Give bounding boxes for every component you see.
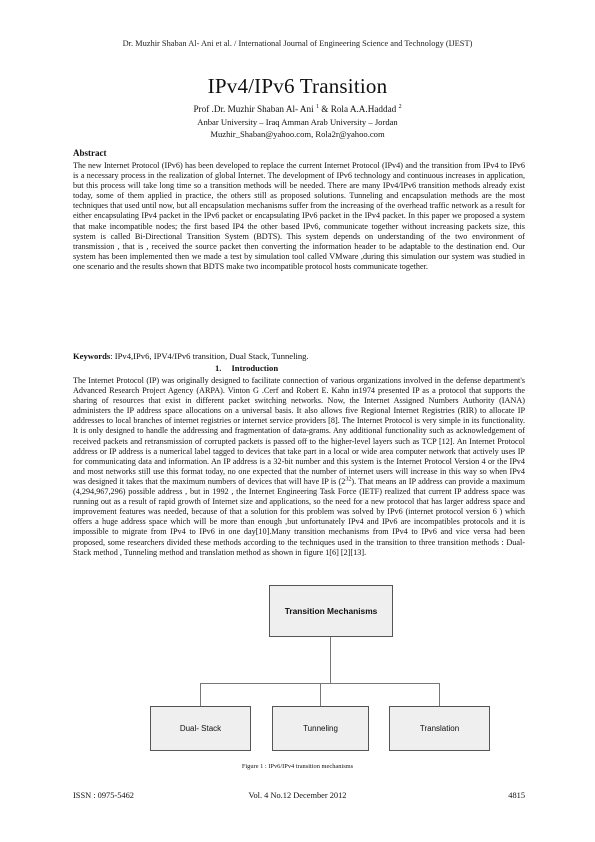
connector-root: [330, 637, 331, 683]
author-2: Rola A.A.Haddad: [330, 104, 397, 114]
footer-page-number: 4815: [508, 791, 525, 800]
footer-volume: Vol. 4 No.12 December 2012: [248, 791, 347, 800]
intro-text-b: ). That means an IP address can provide a maximum (4,294,967,296) possible address , but in 1992 , the Internet Engineering Task Force (IETF) realized that current IP address space was running out as a result of rapid growth of Internet size and applications, so the need for a new protocol that has larger address space and improvement features was needed, because of that a solution for this problem was solved by IPv6 (internet protocol version 6 ) which offers a huge address space which will be more than enough ,but unfortunately IPv4 and IPv6 are incompatibles protocols and it is impossible to migrate from IPv4 to IPv6 in one day[10].Many transition mechanisms from IPv4 to IPv6 and vice versa had been proposed, some researchers divided these methods according to the techniques used in the transition to three transition methods : Dual-Stack method , Tunneling method and translation method as shown in figure 1[6] [2][13].: [73, 476, 525, 557]
intro-heading: [215, 363, 278, 373]
abstract-heading: Abstract: [73, 148, 107, 158]
intro-text-a: The Internet Protocol (IP) was originally designed to facilitate connection of various organizations involved in the defense department's Advanced Research Project Agency (ARPA). Vinton G .Cerf and Robert E. Kahn in1974 presented IP as a protocol that supports the sharing of resources that exist in different packet switching networks. Now, the Internet Assigned Numbers Authority (IANA) administers the IP address space allocations on a universal basis. It also allows five Regional Internet Registries (RIR) to allocate IP addresses to local branches of internet registries or internet service providers [8]. The Internet Protocol is very simple in its functionality. It is only designed to handle the addressing and fragmentation of data-grams. Any additional functionality such as acknowledgement of received packets and retransmission of corrupted packets is passed off to the higher-level layers such as TCP [12]. An Internet Protocol address or IP address is a numerical label tagged to devices that take part in a local or wide area computer network that actively uses IP for communicating data and information. An IP address is a 32-bit number and this system is the Internet Protocol Version 4 or the IPv4 and most networks still use this format today, no one expected that the number of internet users will increase in this way so when IPv4 was designed it takes that the maximum numbers of devices that will have IP is (2: [73, 376, 525, 486]
author-separator: &: [321, 104, 331, 114]
author-1: Prof .Dr. Muzhir Shaban Al- Ani: [193, 104, 314, 114]
diagram-translation-box: Translation: [389, 706, 490, 751]
intro-text: [73, 376, 525, 558]
paper-title: IPv4/IPv6 Transition: [207, 74, 388, 98]
abstract-text: The new Internet Protocol (IPv6) has been developed to replace the current Internet Protocol (IPv4) and the transition from IPv4 to IPv6 is a necessary process in the realization of global Internet. The development of IPv6 technology and continuous increases in application, but this process will take long time so a transition methods will be needed. There are many IPv4/IPv6 transition methods already exist today, some of them applied in practice, the others still as proposed solutions. Tunneling and encapsulation methods are the most techniques that used until now, but all encapsulation mechanisms suffer from the increasing of the overhead traffic network as a result for either encapsulating IPv4 packet in the IPv6 packet or encapsulating IPv6 packet in the IPv4 packet. In this paper we proposed a system that make incompatible nodes; the first based IP4 the other based IPv6, communicate together without increasing packets size, this system is called Bi-Directional Transition System (BDTS). This system depends on understanding of the two environment of transmission , that is , received the source packet then converting the information header to be adaptable to the destination end. Our system has been implemented then we made a test by simulation tool called VMware ,during this simulation our system was studied in one scenario and the results shown that BDTS make two incompatible protocol hosts communicate together.: [73, 161, 525, 271]
author-line: [0, 104, 595, 114]
intro-number: 1.: [215, 363, 222, 373]
keywords-label: Keywords: [73, 351, 111, 361]
keywords-line: [73, 351, 525, 361]
diagram-root-box: Transition Mechanisms: [269, 585, 393, 637]
running-header: Dr. Muzhir Shaban Al- Ani et al. / International Journal of Engineering Science and Technology (IJEST): [122, 39, 473, 48]
author-emails: Muzhir_Shaban@yahoo.com, Rola2r@yahoo.com: [210, 129, 385, 139]
intro-title: Introduction: [231, 363, 279, 373]
intro-exponent: 32: [345, 476, 352, 483]
keywords-text: : IPv4,IPv6, IPV4/IPv6 transition, Dual Stack, Tunneling.: [110, 351, 309, 361]
author-1-sup: 1: [315, 103, 319, 110]
connector-middle: [320, 683, 321, 706]
diagram-tunneling-box: Tunneling: [272, 706, 369, 751]
connector-right: [439, 683, 440, 706]
transition-diagram: [150, 585, 460, 755]
connector-left: [200, 683, 201, 706]
figure-caption: Figure 1 : IPv6/IPv4 transition mechanisms: [241, 763, 354, 770]
footer-issn: ISSN : 0975-5462: [73, 791, 134, 800]
author-2-sup: 2: [398, 103, 402, 110]
diagram-dual-stack-box: Dual- Stack: [150, 706, 251, 751]
affiliations: Anbar University – Iraq Amman Arab University – Jordan: [197, 117, 398, 127]
